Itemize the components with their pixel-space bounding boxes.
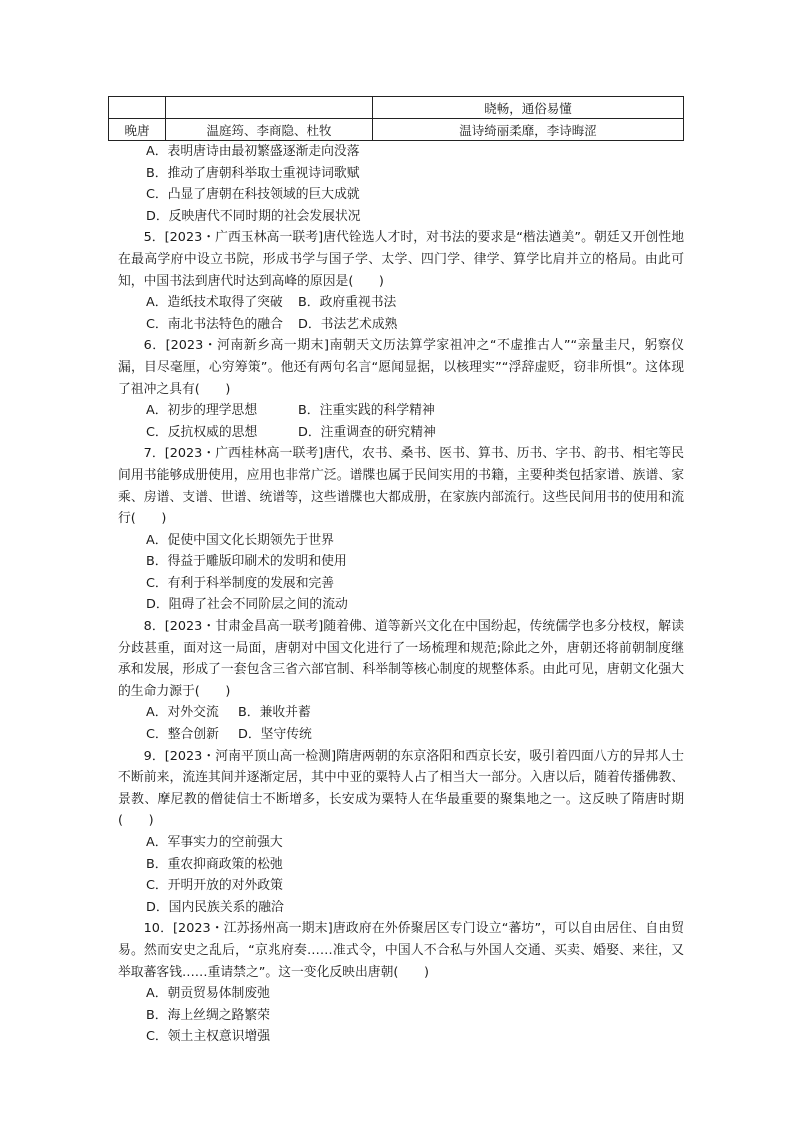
option-d: D．阻碍了社会不同阶层之间的流动: [146, 597, 348, 613]
option-c: C．开明开放的对外政策: [146, 878, 283, 894]
option-row: [146, 400, 684, 422]
option-d: D．反映唐代不同时期的社会发展状况: [146, 208, 361, 224]
question-stem: 9．[2023・河南平顶山高一检测]隋唐两朝的东京洛阳和西京长安，吸引着四面八方的异邦人士不断前来，流连其间并逐渐定居，其中中亚的粟特人占了相当大一部分。入唐以后，随着传播佛教、景教、摩尼教的僧徒信士不断增多，长安成为粟特人在华最重要的聚集地之一。这反映了隋唐时期( ): [118, 748, 684, 829]
option-b: B．兼收并蓄: [238, 705, 311, 721]
option-c: C．南北书法特色的融合: [146, 316, 283, 332]
poetry-table-fragment: [108, 96, 684, 141]
question-4-options: [118, 141, 684, 227]
option-a: A．促使中国文化长期领先于世界: [146, 532, 334, 548]
question-10: [118, 918, 684, 1048]
table-cell: [166, 97, 373, 119]
table-cell: 温诗绮丽柔靡，李诗晦涩: [373, 119, 684, 141]
table-cell: 温庭筠、李商隐、杜牧: [166, 119, 373, 141]
option-c: C．凸显了唐朝在科技领域的巨大成就: [146, 187, 360, 203]
question-stem: 6．[2023・河南新乡高一期末]南朝天文历法算学家祖冲之“不虚推古人”“亲量圭尺，躬察仪漏，目尽毫厘，心穷筹策”。他还有两句名言“愿闻显据，以核理实”“浮辞虚贬，窃非所惧”。这体现了祖冲之具有( ): [118, 338, 684, 397]
table-cell: 晚唐: [109, 119, 166, 141]
option-b: B．政府重视书法: [298, 295, 397, 311]
question-5: [118, 227, 684, 335]
table-cell: 晓畅，通俗易懂: [373, 97, 684, 119]
option-b: B．得益于雕版印刷术的发明和使用: [146, 554, 347, 570]
question-7: [118, 443, 684, 616]
option-d: D．坚守传统: [238, 727, 312, 743]
option-row: [146, 724, 684, 746]
option-a: A．表明唐诗由最初繁盛逐渐走向没落: [146, 144, 360, 159]
table-row: [109, 97, 684, 119]
option-row: [146, 702, 684, 724]
questions-body: [118, 141, 684, 1048]
question-stem: 10．[2023・江苏扬州高一期末]唐政府在外侨聚居区专门设立“蕃坊”，可以自由居住、自由贸易。然而安史之乱后，“京兆府奏……准式令，中国人不合私与外国人交通、买卖、婚娶、来往，又举取蕃客钱……重请禁之”。这一变化反映出唐朝( ): [118, 921, 684, 980]
option-d: D．书法艺术成熟: [298, 316, 398, 332]
option-b: B．重农抑商政策的松弛: [146, 856, 283, 872]
option-c: C．有利于科举制度的发展和完善: [146, 575, 335, 591]
option-d: D．注重调查的研究精神: [298, 424, 436, 440]
option-row: [146, 292, 684, 314]
question-9: [118, 746, 684, 919]
table-cell: [109, 97, 166, 119]
option-c: C．领土主权意识增强: [146, 1029, 271, 1045]
option-a: A．对外交流: [146, 705, 219, 721]
option-a: A．造纸技术取得了突破: [146, 295, 283, 311]
option-a: A．初步的理学思想: [146, 403, 258, 419]
option-b: B．注重实践的科学精神: [298, 403, 435, 419]
option-b: B．海上丝绸之路繁荣: [146, 1007, 270, 1023]
table-row: [109, 119, 684, 141]
option-c: C．反抗权威的思想: [146, 424, 258, 440]
question-stem: 5．[2023・广西玉林高一联考]唐代铨选人才时，对书法的要求是“楷法遒美”。朝廷又开创性地在最高学府中设立书院，形成书学与国子学、太学、四门学、律学、算学比肩并立的格局。由此可知，中国书法到唐代时达到高峰的原因是( ): [118, 230, 684, 289]
question-stem: 7．[2023・广西桂林高一联考]唐代，农书、桑书、医书、算书、历书、字书、韵书、相宅等民间用书能够成册使用，应用也非常广泛。谱牒也属于民间实用的书籍，主要种类包括家谱、族谱、家乘、房谱、支谱、世谱、统谱等，这些谱牒也大都成册，在家族内部流行。这些民间用书的使用和流行( ): [118, 446, 684, 527]
option-row: [146, 314, 684, 336]
option-a: A．军事实力的空前强大: [146, 835, 283, 850]
option-c: C．整合创新: [146, 727, 219, 743]
question-8: [118, 616, 684, 746]
option-b: B．推动了唐朝科举取士重视诗词歌赋: [146, 165, 360, 181]
option-row: [146, 422, 684, 444]
question-6: [118, 335, 684, 443]
question-stem: 8．[2023・甘肃金昌高一联考]随着佛、道等新兴文化在中国纷起，传统儒学也多分枝杈，解读分歧甚重，面对这一局面，唐朝对中国文化进行了一场梳理和规范;除此之外，唐朝还将前朝制度继承和发展，形成了一套包含三省六部官制、科举制等核心制度的规整体系。由此可见，唐朝文化强大的生命力源于( ): [118, 619, 684, 699]
option-d: D．国内民族关系的融洽: [146, 899, 284, 915]
option-a: A．朝贡贸易体制废弛: [146, 986, 270, 1002]
